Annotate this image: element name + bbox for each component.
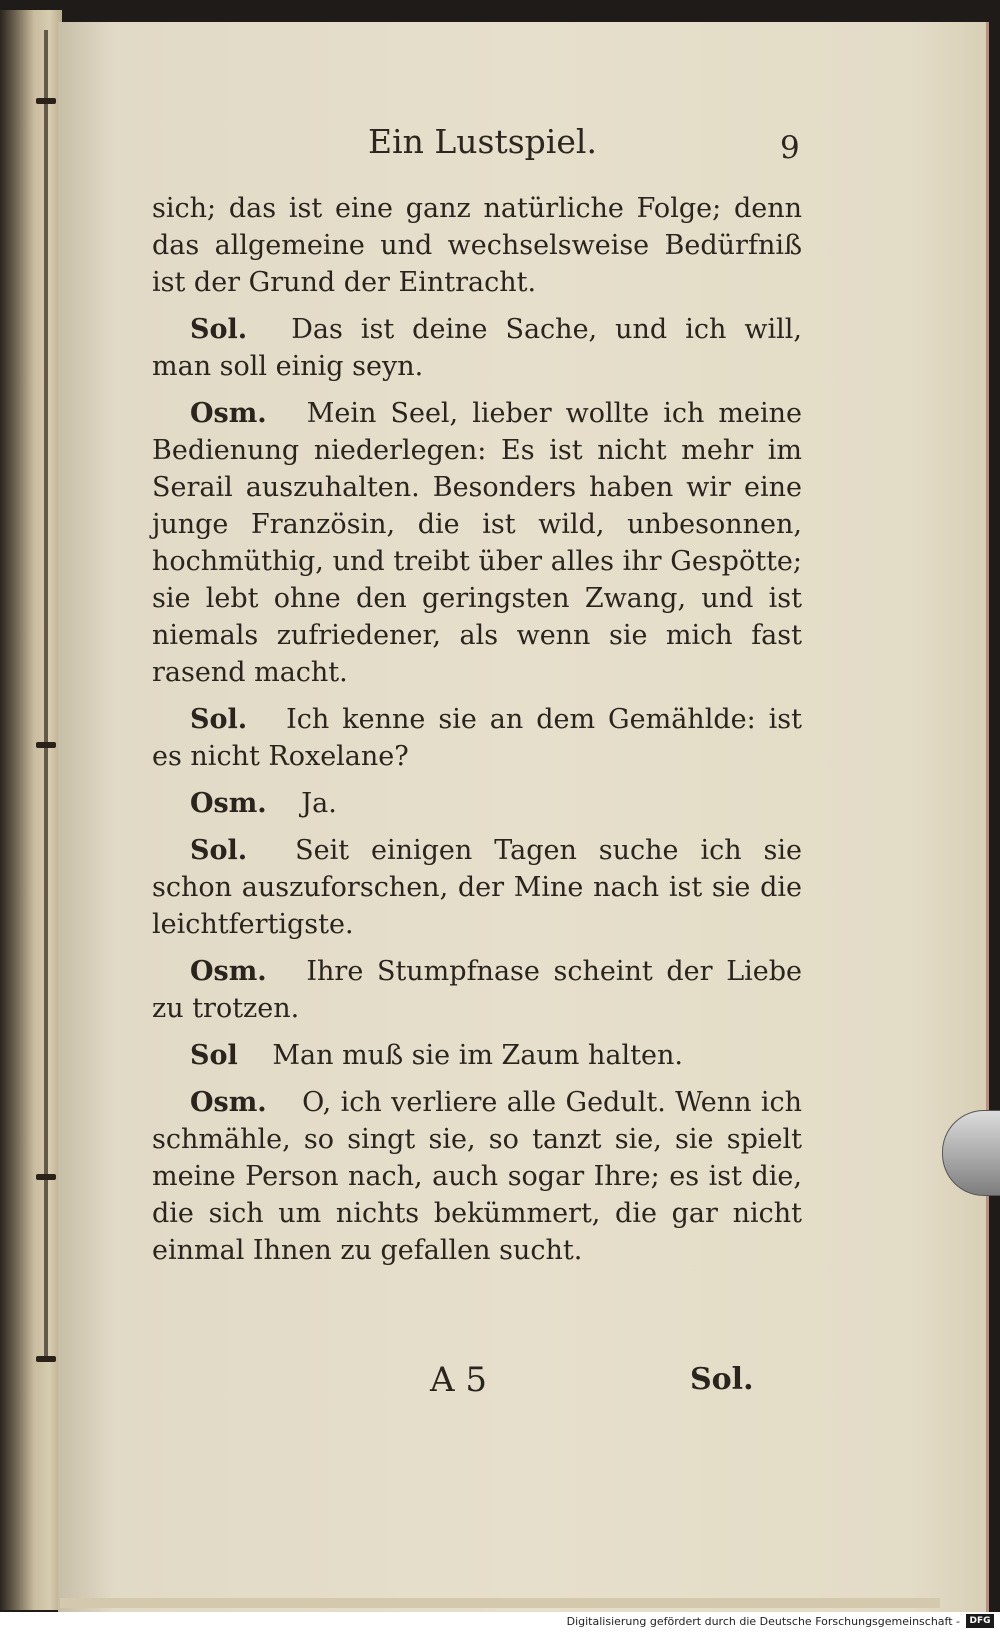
paragraph [152,832,802,943]
paragraph [152,953,802,1027]
page-number: 9 [780,130,800,166]
paragraph [152,311,802,385]
page-edge [60,1598,940,1608]
paragraph-text: Ja. [301,788,337,819]
signature-mark: A 5 [430,1360,487,1400]
binding-stitch [36,1174,56,1180]
paragraph-text: Ich kenne sie an dem Gemählde: ist es nicht Roxelane? [152,704,802,772]
paragraph-text: Das ist deine Sache, und ich will, man soll einig seyn. [152,314,802,382]
paragraph-text: sich; das ist eine ganz natürliche Folge; denn das allgemeine und wechselsweise Bedürfniß ist der Grund der Eintracht. [152,193,802,298]
spine-line [44,30,48,1360]
paragraph [152,701,802,775]
binding-stitch [36,98,56,104]
catchword: Sol. [690,1362,754,1397]
paragraph-text: Man muß sie im Zaum halten. [272,1040,683,1071]
paragraph [152,395,802,691]
speaker-label: Osm. [190,398,267,429]
paragraph [152,785,802,822]
digitization-note: Digitalisierung gefördert durch die Deutsche Forschungsgemeinschaft - [566,1615,960,1628]
speaker-label: Sol. [190,704,248,735]
speaker-label: Sol [190,1040,238,1071]
page-body [152,190,802,1269]
binding-stitch [36,742,56,748]
speaker-label: Osm. [190,956,267,987]
speaker-label: Osm. [190,788,267,819]
paragraph [152,1037,802,1074]
paragraph [152,190,802,301]
speaker-label: Sol. [190,314,248,345]
paragraph-text: Mein Seel, lieber wollte ich meine Bedienung niederlegen: Es ist nicht mehr im Serail auszuhalten. Besonders haben wir eine junge Französin, die ist wild, unbesonnen, hochmüthig, und treibt über alles ihr Gespötte; sie lebt ohne den geringsten Zwang, und ist niemals zufriedener, als wenn sie mich fast rasend macht. [152,398,802,688]
dfg-logo-icon: DFG [966,1614,994,1628]
book-binding [0,10,62,1610]
paragraph-text: Ihre Stumpfnase scheint der Liebe zu trotzen. [152,956,802,1024]
paragraph-text: O, ich verliere alle Gedult. Wenn ich schmähle, so singt sie, so tanzt sie, sie spielt meine Person nach, auch sogar Ihre; es ist die, die sich um nichts bekümmert, die gar nicht einmal Ihnen zu gefallen sucht. [152,1087,802,1266]
paragraph [152,1084,802,1269]
paragraph-text: Seit einigen Tagen suche ich sie schon auszuforschen, der Mine nach ist sie die leichtfertigste. [152,835,802,940]
speaker-label: Osm. [190,1087,267,1118]
speaker-label: Sol. [190,835,248,866]
running-head: Ein Lustspiel. [368,122,597,161]
binding-stitch [36,1356,56,1362]
